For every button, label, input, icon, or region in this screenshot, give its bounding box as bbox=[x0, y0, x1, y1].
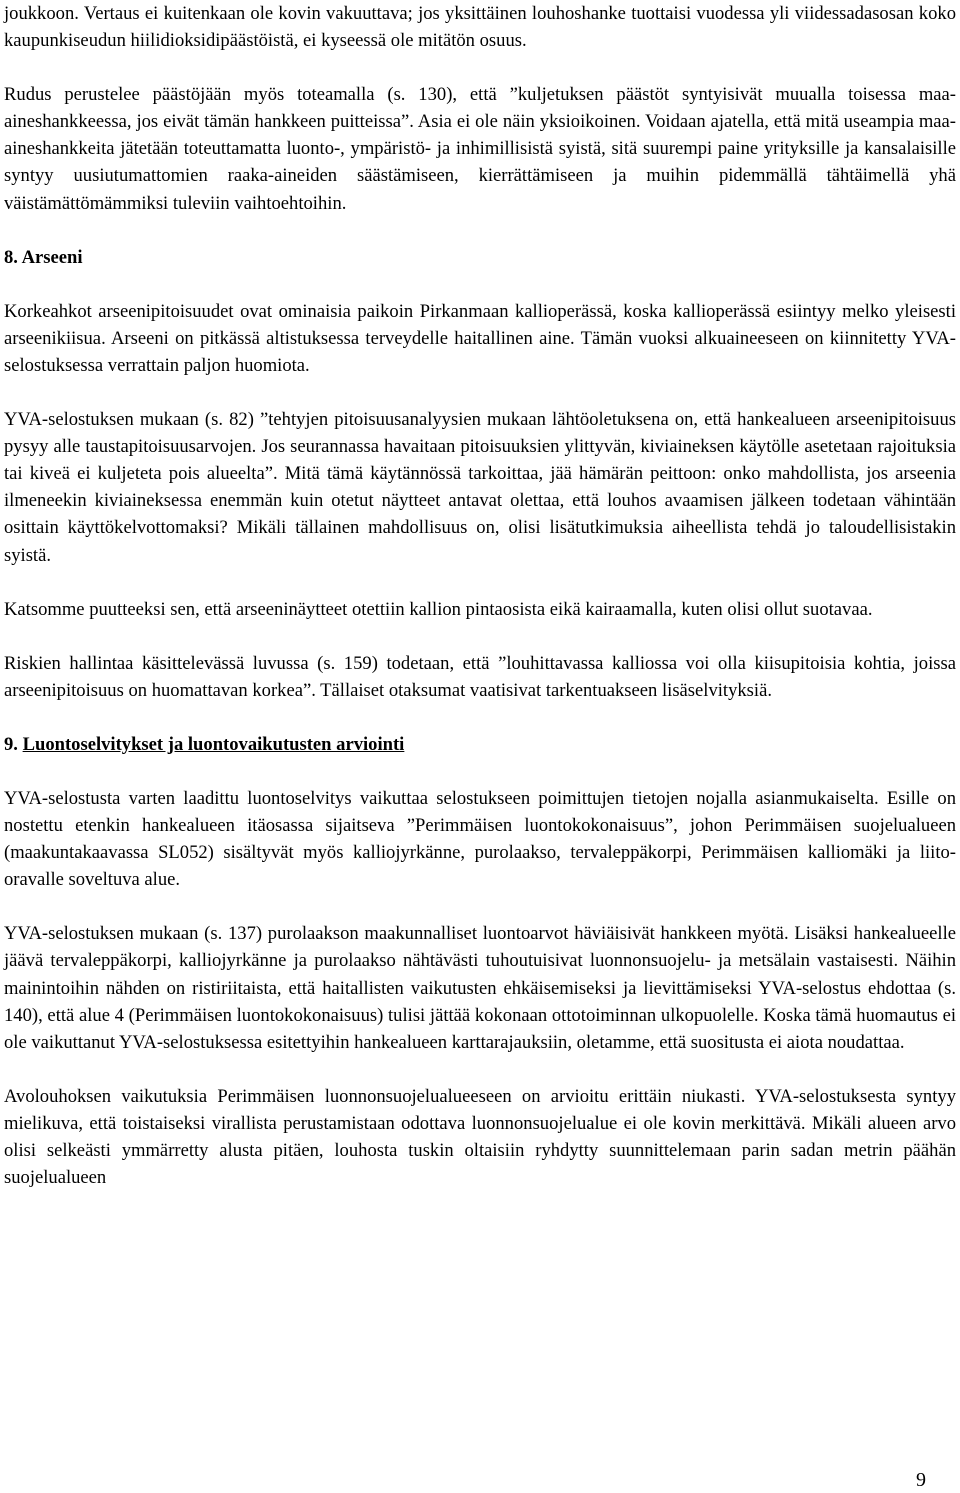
spacer bbox=[4, 704, 956, 731]
spacer bbox=[4, 569, 956, 596]
spacer bbox=[4, 54, 956, 81]
document-page bbox=[4, 0, 956, 1191]
section-number: 8. bbox=[4, 246, 18, 268]
spacer bbox=[4, 217, 956, 244]
paragraph-intro-continuation: joukkoon. Vertaus ei kuitenkaan ole kovin vakuuttava; jos yksittäinen louhoshanke tuottaisi vuodessa yli viidessadasosan koko kaupunkiseudun hiilidioksidipäästöistä, ei kyseessä ole mitätön osuus. bbox=[4, 3, 956, 52]
paragraph-nature-values: YVA-selostuksen mukaan (s. 137) purolaakson maakunnalliset luontoarvot häviäisivät hankkeen myötä. Lisäksi hankealueelle jäävä tervaleppäkorpi, kalliojyrkänne ja purolaakso nähtävästi tuhoutuisivat luonnonsuojelu- ja metsälain vastaisesti. Näihin mainintoihin nähden on ristiriitaista, että haitallisten vaikutusten ehkäisemiseksi ja lievittämiseksi YVA-selostus ehdottaa (s. 140), että alue 4 (Perimmäisen luontokokonaisuus) tulisi jättää kokonaan ottotoiminnan ulkopuolelle. Koska tämä huomautus ei ole vaikuttanut YVA-selostuksessa esitettyihin hankealueen karttarajauksiin, oletamme, että suositusta ei aiota noudattaa. bbox=[4, 923, 956, 1053]
paragraph-arsenic-analysis: YVA-selostuksen mukaan (s. 82) ”tehtyjen pitoisuusanalyysien mukaan lähtöoletuksena on, että hankealueen arseenipitoisuus pysyy alle taustapitoisuusarvojen. Jos seurannassa havaitaan pitoisuuksien ylittyvän, kiviaineksen käytölle asetetaan rajoituksia tai kiveä ei kuljeteta pois alueelta”. Mitä tämä käytännössä tarkoittaa, jää hämärän peittoon: onko mahdollista, jos arseenia ilmeneekin kiviaineksessa enemmän kuin otetut näytteet antavat olettaa, että louhos avaamisen jälkeen todetaan vähintään osittain käyttökelvottomaksi? Mikäli tällainen mahdollisuus on, olisi lisätutkimuksia aiheellista tehdä jo taloudellisistakin syistä. bbox=[4, 409, 956, 566]
page-number: 9 bbox=[916, 1469, 926, 1491]
paragraph-protection-area: Avolouhoksen vaikutuksia Perimmäisen luonnonsuojelualueeseen on arvioitu erittäin niukasti. YVA-selostuksesta syntyy mielikuva, että toistaiseksi virallista perustamistaan odottava luonnonsuojelualue ei ole kovin merkittävä. Mikäli alueen arvo olisi selkeästi ymmärretty alusta pitäen, louhosta tuskin oltaisiin ryhdytty suunnittelemaan parin sadan metrin päähän suojelualueen bbox=[4, 1085, 956, 1189]
paragraph-arsenic-sampling: Katsomme puutteeksi sen, että arseeninäytteet otettiin kallion pintaosista eikä kairaamalla, kuten olisi ollut suotavaa. bbox=[4, 598, 873, 620]
paragraph-arsenic-levels: Korkeahkot arseenipitoisuudet ovat ominaisia paikoin Pirkanmaan kallioperässä, koska kallioperässä esiintyy melko yleisesti arseenikiisua. Arseeni on pitkässä altistuksessa terveydelle haitallinen aine. Tämän vuoksi alkuaineeseen on kiinnitetty YVA-selostuksessa verrattain paljon huomiota. bbox=[4, 300, 956, 376]
section-title: Luontoselvitykset ja luontovaikutusten arviointi bbox=[22, 733, 405, 755]
spacer bbox=[4, 893, 956, 920]
section-heading-arsenic bbox=[4, 244, 956, 271]
spacer bbox=[4, 623, 956, 650]
spacer bbox=[4, 758, 956, 785]
spacer bbox=[4, 1056, 956, 1083]
paragraph-nature-survey: YVA-selostusta varten laadittu luontoselvitys vaikuttaa selostukseen poimittujen tietojen nojalla asianmukaiselta. Esille on nostettu etenkin hankealueen itäosassa sijaitseva ”Perimmäisen luontokokonaisuus”, johon Perimmäisen suojelualueen (maakuntakaavassa SL052) sisältyvät myös kalliojyrkänne, purolaakso, tervaleppäkorpi, Perimmäisen kalliomäki ja liito-oravalle soveltuva alue. bbox=[4, 787, 956, 891]
spacer bbox=[4, 271, 956, 298]
spacer bbox=[4, 379, 956, 406]
section-number: 9. bbox=[4, 733, 18, 755]
section-title: Arseeni bbox=[21, 246, 83, 268]
paragraph-risk-management: Riskien hallintaa käsittelevässä luvussa (s. 159) todetaan, että ”louhittavassa kalliossa voi olla kiisupitoisia kohtia, joissa arseenipitoisuus on huomattavan korkea”. Tällaiset otaksumat vaatisivat tarkentuakseen lisäselvityksiä. bbox=[4, 652, 956, 701]
paragraph-rudus-emissions: Rudus perustelee päästöjään myös toteamalla (s. 130), että ”kuljetuksen päästöt syntyisivät muualla toisessa maa-aineshankkeessa, jos eivät tämän hankkeen puitteissa”. Asia ei ole näin yksioikoinen. Voidaan ajatella, että mitä useampia maa-aineshankkeita jätetään toteuttamatta luonto-, ympäristö- ja inhimillisistä syistä, sitä suurempi paine yrityksille ja kansalaisille syntyy uusiutumattomien raaka-aineiden säästämiseen, kierrättämiseen ja muihin pidemmällä tähtäimellä yhä väistämättömämmiksi tuleviin vaihtoehtoihin. bbox=[4, 84, 956, 214]
section-heading-nature-surveys bbox=[4, 731, 956, 758]
